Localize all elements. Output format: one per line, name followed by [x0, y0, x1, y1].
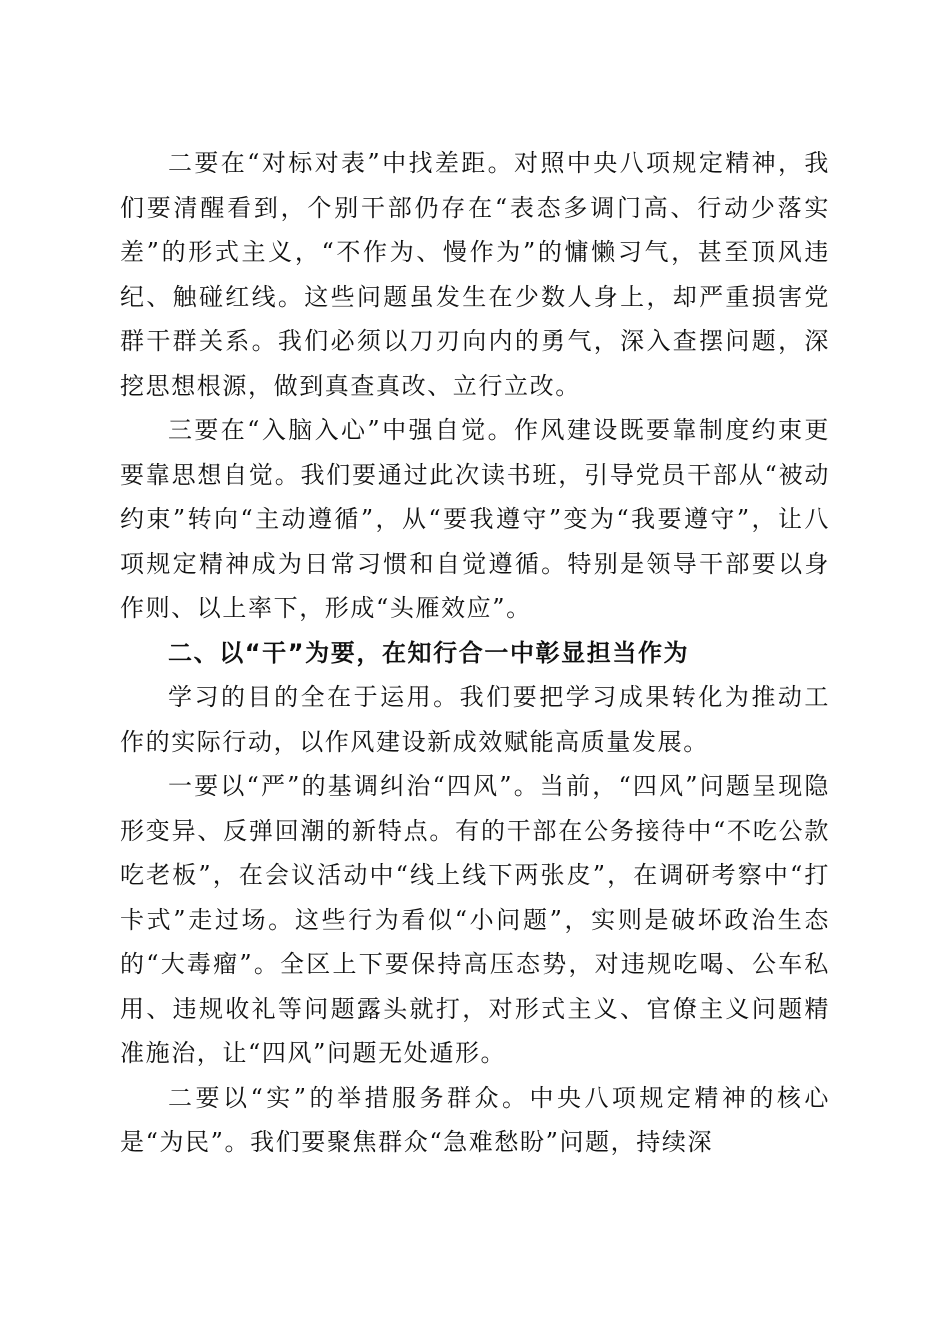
- paragraph-apply-learning: 学习的目的全在于运用。我们要把学习成果转化为推动工作的实际行动，以作风建设新成效赋能高质量发展。: [120, 683, 830, 756]
- paragraph-four-winds: 一要以“严”的基调纠治“四风”。当前，“四风”问题呈现隐形变异、反弹回潮的新特点。有的干部在公务接待中“不吃公款吃老板”，在会议活动中“线上线下两张皮”，在调研考察中“打卡式”走过场。这些行为看似“小问题”，实则是破坏政治生态的“大毒瘤”。全区上下要保持高压态势，对违规吃喝、公车私用、违规收礼等问题露头就打，对形式主义、官僚主义问题精准施治，让“四风”问题无处遁形。: [120, 772, 830, 1067]
- section-heading-2: 二、以“干”为要，在知行合一中彰显担当作为: [168, 638, 690, 667]
- document-body: [120, 141, 830, 1165]
- paragraph-serve-masses: 二要以“实”的举措服务群众。中央八项规定精神的核心是“为民”。我们要聚焦群众“急难愁盼”问题，持续深: [120, 1083, 830, 1156]
- paragraph-self-awareness: 三要在“入脑入心”中强自觉。作风建设既要靠制度约束更要靠思想自觉。我们要通过此次读书班，引导党员干部从“被动约束”转向“主动遵循”，从“要我遵守”变为“我要遵守”，让八项规定精神成为日常习惯和自觉遵循。特别是领导干部要以身作则、以上率下，形成“头雁效应”。: [120, 416, 830, 622]
- paragraph-find-gaps: 二要在“对标对表”中找差距。对照中央八项规定精神，我们要清醒看到，个别干部仍存在“表态多调门高、行动少落实差”的形式主义，“不作为、慢作为”的慵懒习气，甚至顶风违纪、触碰红线。这些问题虽发生在少数人身上，却严重损害党群干群关系。我们必须以刀刃向内的勇气，深入查摆问题，深挖思想根源，做到真查真改、立行立改。: [120, 149, 830, 400]
